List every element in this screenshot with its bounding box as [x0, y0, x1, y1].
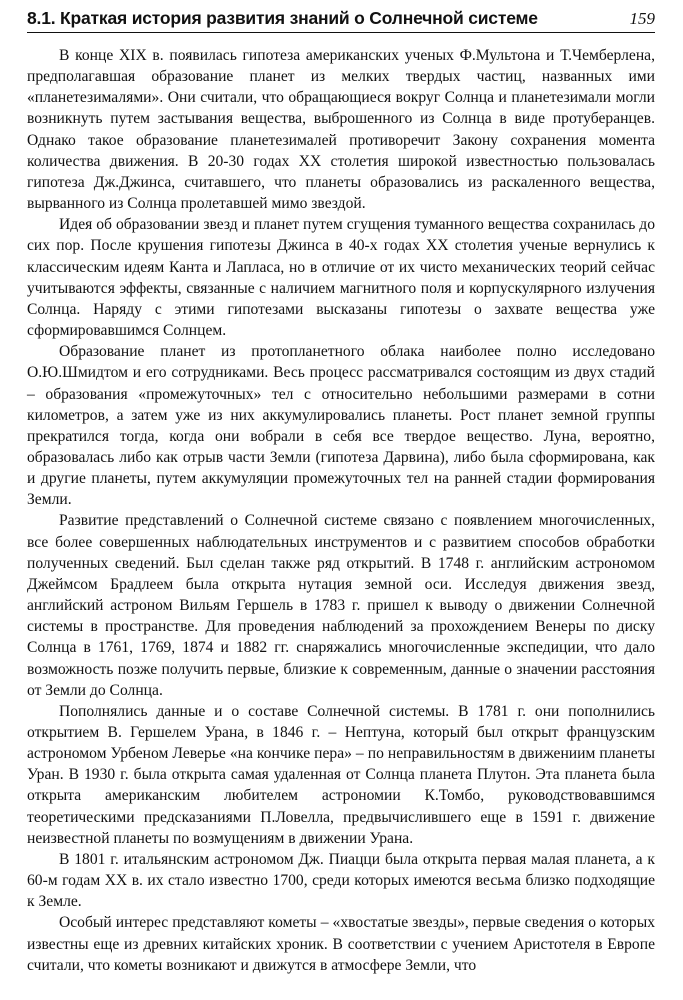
running-header: [27, 8, 655, 33]
paragraph-formation-hypotheses: В конце XIX в. появилась гипотеза американских ученых Ф.Мультона и Т.Чемберлена, предполагавшая образование планет из мелких твердых частиц, названных ими «планетезималями». Они считали, что обращающиеся вокруг Солнца и планетезимали могли возникнуть путем застывания вещества, выброшенного из Солнца в виде протуберанцев. Однако такое образование планетезималей противоречит Закону сохранения момента количества движения. В 20-30 годах XX столетия широкой известностью пользовалась гипотеза Дж.Джинса, считавшего, что планеты образовались из раскаленного вещества, вырванного из Солнца пролетавшей мимо звездой.: [27, 47, 655, 213]
paragraph-instruments-discoveries: Развитие представлений о Солнечной системе связано с появлением многочисленных, все более совершенных наблюдательных инструментов и с развитием способов обработки полученных сведений. Был сделан также ряд открытий. В 1748 г. английским астрономом Джеймсом Брадлеем была открыта нутация земной оси. Исследуя движения звезд, английский астроном Вильям Гершель в 1783 г. пришел к выводу о движении Солнечной системы в пространстве. Для проведения наблюдений за прохождением Венеры по диску Солнца в 1761, 1769, 1874 и 1882 гг. снаряжались многочисленные экспедиции, что дало возможность позже получить первые, близкие к современным, данные о значении расстояния от Земли до Солнца.: [27, 512, 655, 699]
paragraph-protoplanetary-cloud: Образование планет из протопланетного облака наиболее полно исследовано О.Ю.Шмидтом и его сотрудниками. Весь процесс рассматривался состоящим из двух стадий – образования «промежуточных» тел с относительно небольшими размерами в сотни километров, а затем уже из них аккумулировались планеты. Рост планет земной группы прекратился тогда, когда они вобрали в себя все твердое вещество. Луна, вероятно, образовалась либо как отрыв части Земли (гипотеза Дарвина), либо была сформирована, как и другие планеты, путем аккумуляции промежуточных тел на ранней стадии формирования Земли.: [27, 343, 655, 509]
body-text: [27, 45, 655, 976]
page-number: 159: [629, 9, 655, 28]
paragraph-minor-planets: В 1801 г. итальянским астрономом Дж. Пиацци была открыта первая малая планета, а к 60-м годам XX в. их стало известно 1700, среди которых имеются весьма близко подходящие к Земле.: [27, 850, 655, 911]
paragraph-planet-discoveries: Пополнялись данные и о составе Солнечной системы. В 1781 г. они пополнились открытием В. Гершелем Урана, в 1846 г. – Нептуна, который был открыт французским астрономом Урбеном Леверье «на кончике пера» – по неправильностям в движениим планеты Уран. В 1930 г. была открыта самая удаленная от Солнца планета Плутон. Эта планета была открыта американским любителем астрономии К.Томбо, руководствовавшимся теоретическими предсказаниями П.Ловелла, предвычислившего еще в 1591 г. движение неизвестной планеты по возмущениям в движении Урана.: [27, 702, 655, 847]
section-title: 8.1. Краткая история развития знаний о Солнечной системе: [27, 8, 538, 28]
paragraph-nebular-idea: Идея об образовании звезд и планет путем сгущения туманного вещества сохранилась до сих пор. После крушения гипотезы Джинса в 40-х годах XX столетия ученые вернулись к классическим идеям Канта и Лапласа, но в отличие от их чисто механических теорий сейчас учитываются эффекты, связанные с наличием магнитного поля и корпускулярного излучения Солнца. Наряду с этими гипотезами высказаны гипотезы о захвате вещества уже сформировавшимся Солнцем.: [27, 216, 655, 340]
paragraph-comets: Особый интерес представляют кометы – «хвостатые звезды», первые сведения о которых известны еще из древних китайских хроник. В соответствии с учением Аристотеля в Европе считали, что кометы возникают и движутся в атмосфере Земли, что: [27, 914, 655, 974]
